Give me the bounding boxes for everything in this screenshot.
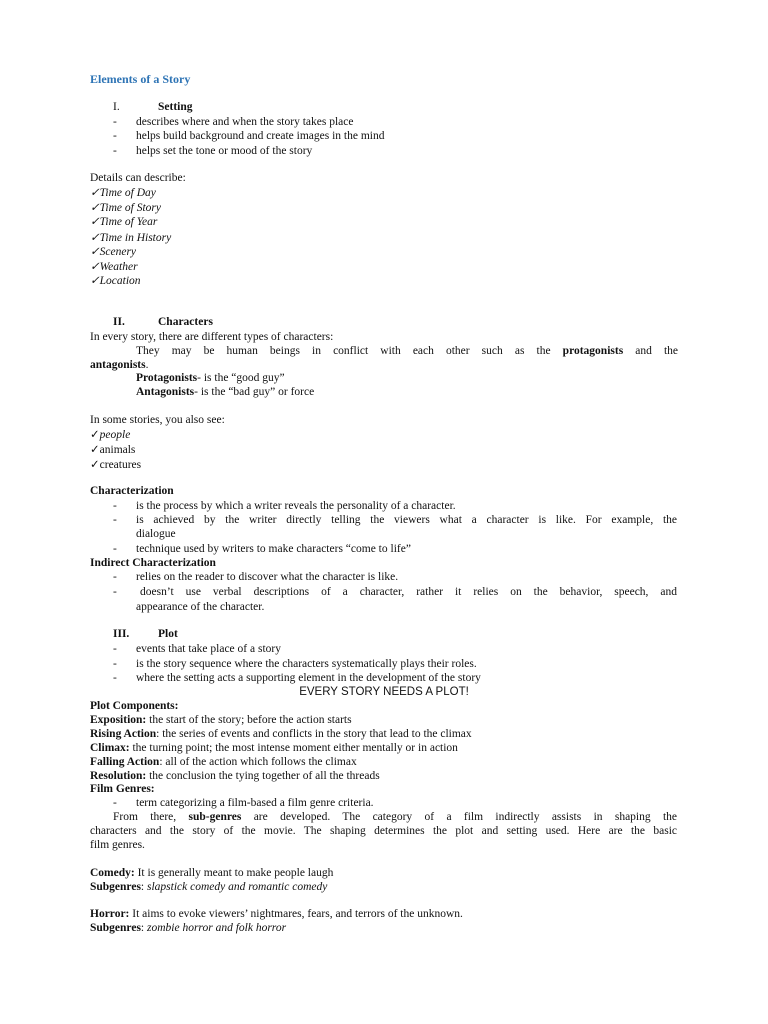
plot-component: Resolution: the conclusion the tying together of all the threads: [90, 770, 380, 782]
list-item: - term categorizing a film-based a film genre criteria.: [113, 797, 374, 809]
checklist-item: ✓Weather: [90, 261, 138, 273]
section-heading-plot: Plot: [158, 628, 178, 640]
section-heading-setting: Setting: [158, 101, 193, 113]
check-icon: ✓: [90, 275, 100, 287]
characters-paragraph-line: antagonists.: [90, 359, 149, 371]
checklist-item: ✓Time of Story: [90, 202, 161, 214]
protagonists-definition: Protagonists- is the “good guy”: [136, 372, 285, 384]
list-item: - describes where and when the story takes place: [113, 116, 354, 128]
list-item: - events that take place of a story: [113, 643, 281, 655]
document-title: Elements of a Story: [90, 72, 191, 86]
plot-components-heading: Plot Components:: [90, 700, 179, 712]
list-item: - doesn’t use verbal descriptions of a character, rather it relies on the behavior, speech, and: [113, 586, 677, 598]
list-item: - technique used by writers to make characters “come to life”: [113, 543, 411, 555]
list-item: - where the setting acts a supporting element in the development of the story: [113, 672, 481, 684]
checklist-item: ✓animals: [90, 444, 136, 456]
checklist-item: ✓Time of Day: [90, 187, 156, 199]
plot-component: Exposition: the start of the story; before the action starts: [90, 714, 352, 726]
list-item: - helps set the tone or mood of the story: [113, 145, 313, 157]
genre-comedy: Comedy: It is generally meant to make people laugh: [90, 867, 334, 879]
check-icon: ✓: [90, 459, 100, 471]
list-item-continuation: dialogue: [136, 528, 176, 540]
list-item: - helps build background and create images in the mind: [113, 130, 385, 142]
plot-component: Rising Action: the series of events and conflicts in the story that lead to the climax: [90, 728, 472, 740]
section-heading-characters: Characters: [158, 316, 213, 328]
checklist-item: ✓Time of Year: [90, 216, 158, 228]
check-icon: ✓: [90, 444, 100, 456]
checklist-item: ✓Location: [90, 275, 141, 287]
checklist-item: ✓Time in History: [90, 232, 172, 244]
list-item: - is achieved by the writer directly telling the viewers what a character is like. For example, the: [113, 514, 677, 526]
check-icon: ✓: [90, 202, 100, 214]
film-genres-paragraph-line: characters and the story of the movie. The shaping determines the plot and setting used. Here are the basic: [90, 825, 677, 837]
list-item-continuation: appearance of the character.: [136, 601, 265, 613]
antagonists-definition: Antagonists- is the “bad guy” or force: [136, 386, 315, 398]
genre-horror-subgenres: Subgenres: zombie horror and folk horror: [90, 922, 287, 934]
genre-comedy-subgenres: Subgenres: slapstick comedy and romantic comedy: [90, 881, 328, 893]
plot-component: Climax: the turning point; the most intense moment either mentally or in action: [90, 742, 458, 754]
list-item: - is the story sequence where the characters systematically plays their roles.: [113, 658, 477, 670]
checklist-item: ✓people: [90, 429, 131, 441]
section-numeral-plot: III.: [113, 628, 130, 640]
check-icon: ✓: [90, 246, 100, 258]
list-item: - is the process by which a writer reveals the personality of a character.: [113, 500, 456, 512]
characters-intro: In every story, there are different types of characters:: [90, 331, 334, 343]
details-intro: Details can describe:: [90, 172, 186, 184]
characterization-heading: Characterization: [90, 485, 174, 497]
genre-horror: Horror: It aims to evoke viewers’ nightmares, fears, and terrors of the unknown.: [90, 908, 463, 920]
check-icon: ✓: [90, 429, 100, 441]
check-icon: ✓: [90, 187, 100, 199]
plot-component: Falling Action: all of the action which follows the climax: [90, 756, 357, 768]
section-numeral-setting: I.: [113, 101, 120, 113]
characters-paragraph-line: They may be human beings in conflict with each other such as the protagonists and the: [136, 345, 679, 357]
checklist-item: ✓Scenery: [90, 246, 137, 258]
check-icon: ✓: [90, 232, 100, 244]
check-icon: ✓: [90, 216, 100, 228]
list-item: - relies on the reader to discover what the character is like.: [113, 571, 399, 583]
check-icon: ✓: [90, 261, 100, 273]
plot-banner: EVERY STORY NEEDS A PLOT!: [299, 686, 469, 698]
checklist-item: ✓creatures: [90, 459, 142, 471]
film-genres-paragraph-line: From there, sub-genres are developed. The category of a film indirectly assists in shaping the: [113, 811, 678, 823]
also-intro: In some stories, you also see:: [90, 414, 225, 426]
indirect-characterization-heading: Indirect Characterization: [90, 557, 216, 569]
film-genres-heading: Film Genres:: [90, 783, 155, 795]
film-genres-paragraph-line: film genres.: [90, 839, 145, 851]
section-numeral-characters: II.: [113, 316, 125, 328]
